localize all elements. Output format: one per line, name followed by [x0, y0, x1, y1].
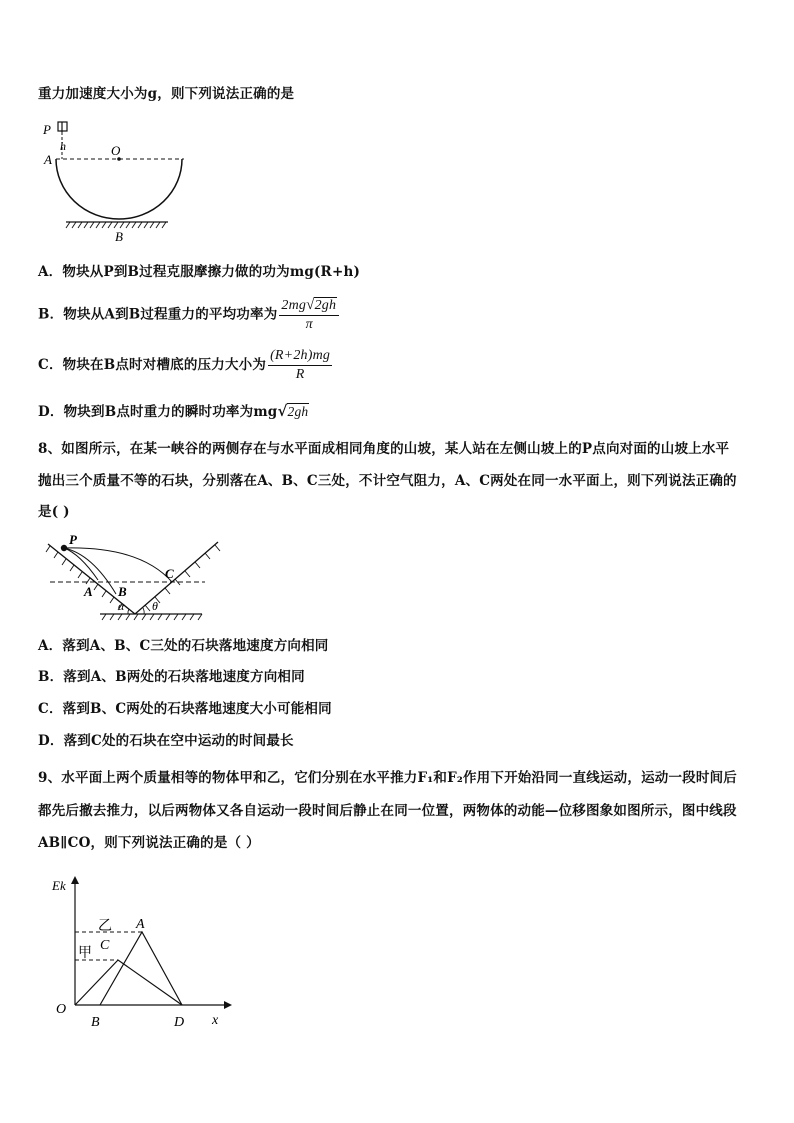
label-yi: 乙 — [98, 919, 112, 934]
q7-bowl-figure — [40, 118, 190, 246]
label-O: O — [111, 143, 121, 158]
q8-option-a: A．落到A、B、C三处的石块落地速度方向相同 — [38, 638, 329, 654]
q9-stem-line3: AB∥CO，则下列说法正确的是（ ） — [38, 835, 260, 851]
label-C: C — [165, 566, 174, 581]
label-P: P — [43, 122, 51, 137]
label-C: C — [100, 938, 110, 953]
q8-option-b: B．落到A、B两处的石块落地速度方向相同 — [38, 669, 305, 685]
q7-intro: 重力加速度大小为g，则下列说法正确的是 — [38, 86, 295, 102]
label-B: B — [115, 229, 123, 244]
label-O: O — [56, 1002, 67, 1017]
label-theta: θ — [152, 599, 158, 613]
label-B: B — [118, 584, 127, 599]
label-h: h — [60, 139, 66, 153]
q9-ek-x-graph — [50, 872, 240, 1032]
q7-option-b: B．物块从A到B过程重力的平均功率为 $\frac{2mg√2gh}{\pi}$ — [38, 297, 339, 333]
label-x: x — [212, 1013, 219, 1028]
label-alpha: α — [118, 599, 125, 613]
q9-stem-line1: 9、水平面上两个质量相等的物体甲和乙，它们分别在水平推力F₁和F₂作用下开始沿同一直线运动，运动一段时间后 — [38, 770, 737, 786]
label-jia: 甲 — [78, 946, 92, 961]
q9-stem-line2: 都先后撤去推力，以后两物体又各自运动一段时间后静止在同一位置，两物体的动能—位移图象如图所示，图中线段 — [38, 803, 737, 819]
q7-option-a: A．物块从P到B过程克服摩擦力做的功为mg(R+h) — [38, 264, 361, 280]
label-A: A — [136, 917, 145, 932]
q8-stem-line3: 是( ) — [38, 504, 70, 520]
label-P: P — [69, 532, 77, 547]
label-B: B — [91, 1015, 100, 1030]
q8-stem-line2: 抛出三个质量不等的石块，分别落在A、B、C三处，不计空气阻力，A、C两处在同一水平面上，则下列说法正确的 — [38, 473, 737, 489]
q8-valley-figure — [40, 532, 225, 624]
label-D: D — [174, 1015, 185, 1030]
q8-option-c: C．落到B、C两处的石块落地速度大小可能相同 — [38, 701, 332, 717]
label-A: A — [44, 152, 52, 167]
q7-option-c: C．物块在B点时对槽底的压力大小为 $\frac{(R+2h)mg}{R}$ — [38, 348, 331, 382]
q7-option-d: D．物块到B点时重力的瞬时功率为mg√2gh — [38, 402, 309, 420]
q8-stem-line1: 8、如图所示，在某一峡谷的两侧存在与水平面成相同角度的山坡，某人站在左侧山坡上的P点向对面的山坡上水平 — [38, 441, 730, 457]
q8-option-d: D．落到C处的石块在空中运动的时间最长 — [38, 733, 294, 749]
label-Ek: Ek — [52, 878, 66, 893]
label-A: A — [84, 584, 93, 599]
